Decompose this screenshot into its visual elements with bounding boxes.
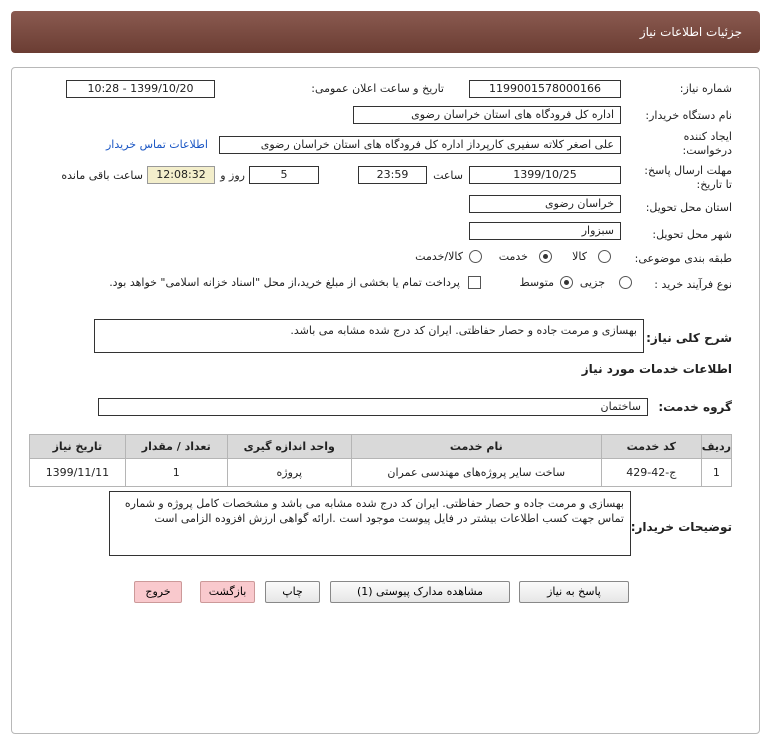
need-number-field: 1199001578000166 <box>469 80 621 98</box>
process-radio-medium[interactable] <box>560 276 573 289</box>
deadline-label-line1: مهلت ارسال پاسخ: <box>644 164 732 177</box>
col-header-need-date: تاریخ نیاز <box>30 435 126 459</box>
process-radio-minor[interactable] <box>619 276 632 289</box>
cell-service-code: ج-42-429 <box>601 459 701 487</box>
table-header-row <box>30 435 732 459</box>
city-label: شهر محل تحویل: <box>652 228 732 241</box>
page-header <box>11 11 760 53</box>
exit-button[interactable]: خروج <box>134 581 182 603</box>
services-section-title: اطلاعات خدمات مورد نیاز <box>581 362 732 376</box>
category-radio-goods-service[interactable] <box>469 250 482 263</box>
col-header-service-code: کد خدمت <box>601 435 701 459</box>
announce-date-field: 1399/10/20 - 10:28 <box>66 80 215 98</box>
need-number-label: شماره نیاز: <box>679 82 732 95</box>
process-label: نوع فرآیند خرید : <box>654 278 732 291</box>
description-label: شرح کلی نیاز: <box>646 331 732 345</box>
col-header-service-name: نام خدمت <box>351 435 601 459</box>
reply-button[interactable]: پاسخ به نیاز <box>519 581 629 603</box>
province-label: استان محل تحویل: <box>645 201 732 214</box>
table-row[interactable] <box>30 459 732 487</box>
buyer-contact-link[interactable]: اطلاعات تماس خریدار <box>106 138 208 151</box>
creator-label-line2: درخواست: <box>682 144 732 157</box>
buyer-notes-label: توضیحات خریدار: <box>630 520 732 534</box>
days-label: روز و <box>220 169 245 182</box>
category-label: طبقه بندی موضوعی: <box>634 252 732 265</box>
buyer-org-field: اداره کل فرودگاه های استان خراسان رضوی <box>353 106 621 124</box>
process-option-minor: جزیی <box>579 276 605 289</box>
treasury-payment-note: پرداخت تمام یا بخشی از مبلغ خرید،از محل "اسناد خزانه اسلامی" خواهد بود. <box>109 276 460 289</box>
category-radio-service[interactable] <box>539 250 552 263</box>
category-radio-goods[interactable] <box>598 250 611 263</box>
buyer-notes-field: بهسازی و مرمت جاده و حصار حفاظتی. ایران کد درج شده مشابه می باشد و مشخصات کامل پروژه و شماره تماس جهت کسب اطلاعات بیشتر در فایل پیوست موجود است .ارائه گواهی ارزش افزوده الزامی است <box>109 491 631 556</box>
announce-date-label: تاریخ و ساعت اعلان عمومی: <box>311 82 444 95</box>
category-option-service: خدمت <box>498 250 528 263</box>
creator-label-line1: ایجاد کننده <box>683 130 732 143</box>
back-button[interactable]: بازگشت <box>200 581 255 603</box>
service-group-label: گروه خدمت: <box>658 400 732 414</box>
treasury-payment-checkbox[interactable] <box>468 276 481 289</box>
buyer-org-label: نام دستگاه خریدار: <box>645 109 732 122</box>
print-button[interactable]: چاپ <box>265 581 320 603</box>
remaining-time-field: 12:08:32 <box>147 166 215 184</box>
deadline-time-field: 23:59 <box>358 166 427 184</box>
description-field: بهسازی و مرمت جاده و حصار حفاظتی. ایران کد درج شده مشابه می باشد. <box>94 319 644 353</box>
province-field: خراسان رضوی <box>469 195 621 213</box>
deadline-time-label: ساعت <box>433 169 463 182</box>
process-option-medium: متوسط <box>519 276 554 289</box>
col-header-row-number: ردیف <box>701 435 731 459</box>
category-option-goods: کالا <box>572 250 587 263</box>
category-option-goods-service: کالا/خدمت <box>415 250 463 263</box>
col-header-unit: واحد اندازه گیری <box>227 435 351 459</box>
cell-unit: پروژه <box>227 459 351 487</box>
cell-quantity: 1 <box>125 459 227 487</box>
cell-service-name: ساخت سایر پروژه‌های مهندسی عمران <box>351 459 601 487</box>
days-remaining-field: 5 <box>249 166 319 184</box>
deadline-label-line2: تا تاریخ: <box>696 178 732 191</box>
remaining-time-label: ساعت باقی مانده <box>61 169 143 182</box>
deadline-date-field: 1399/10/25 <box>469 166 621 184</box>
page-title: جزئیات اطلاعات نیاز <box>639 25 742 39</box>
services-table <box>29 434 732 487</box>
cell-need-date: 1399/11/11 <box>30 459 126 487</box>
creator-field: علی اصغر کلاته سفیری کارپرداز اداره کل فرودگاه های استان خراسان رضوی <box>219 136 621 154</box>
cell-row-number: 1 <box>701 459 731 487</box>
col-header-quantity: تعداد / مقدار <box>125 435 227 459</box>
view-attachments-button[interactable]: مشاهده مدارک پیوستی (1) <box>330 581 510 603</box>
service-group-field: ساختمان <box>98 398 648 416</box>
city-field: سبزوار <box>469 222 621 240</box>
